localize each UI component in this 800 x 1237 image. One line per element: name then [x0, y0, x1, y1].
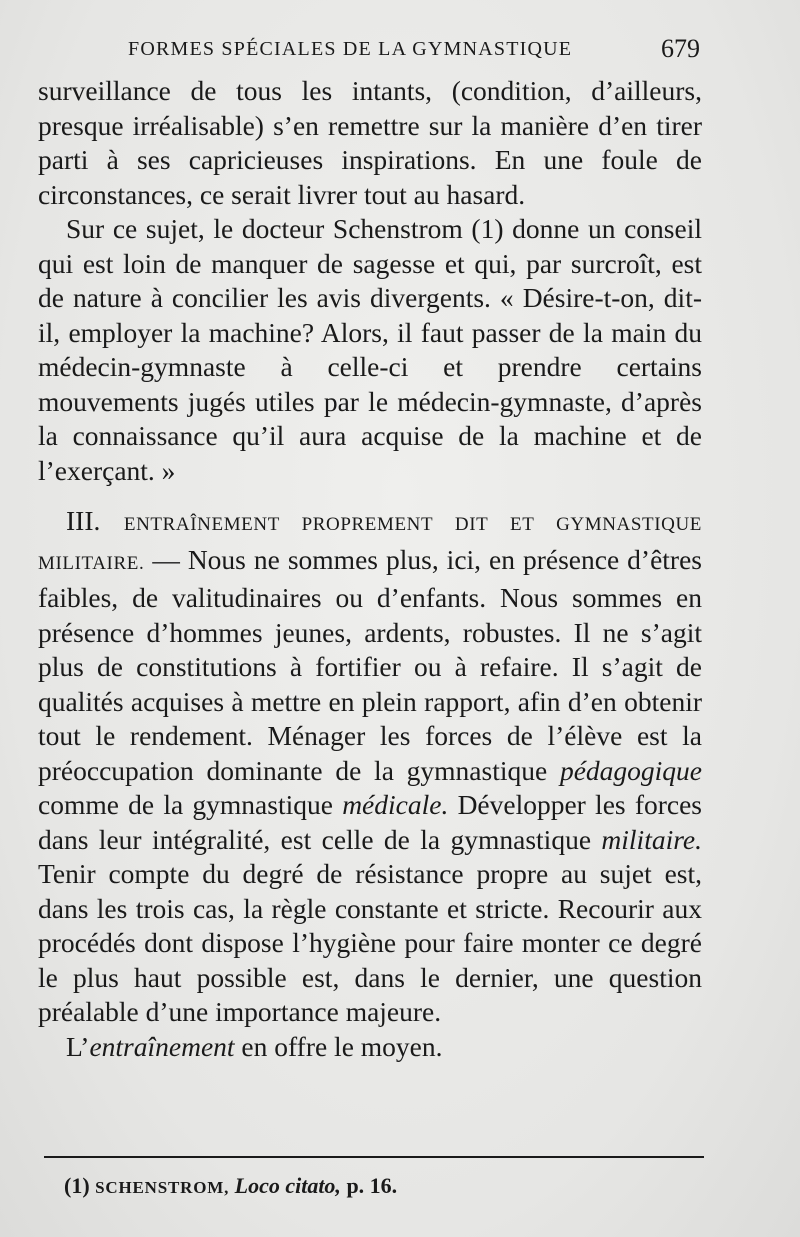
- section-heading: ENTRAÎNEMENT PROPREMENT DIT ET GYMNASTIQUE MILITAIRE.: [38, 514, 703, 574]
- footnote: [64, 1173, 397, 1199]
- emphasis-medicale: médicale.: [342, 789, 449, 820]
- footnote-marker: (1): [64, 1173, 90, 1198]
- running-title: FORMES SPÉCIALES DE LA GYMNASTIQUE: [128, 38, 573, 60]
- paragraph-3-text-3: Développer les forces dans leur intégralité, est celle de la gymnastique: [38, 789, 703, 855]
- paragraph-3: [38, 504, 702, 1030]
- section-number: III.: [66, 505, 101, 536]
- page-number: 679: [661, 34, 700, 63]
- footnote-author: SCHENSTROM,: [95, 1178, 230, 1197]
- footnote-divider: [44, 1156, 704, 1158]
- paragraph-4: [38, 1030, 702, 1065]
- body-text: [38, 74, 702, 1064]
- paragraph-4-text-1: L’: [66, 1030, 90, 1062]
- paragraph-4-text-2: en offre le moyen.: [241, 1030, 443, 1062]
- paragraph-3-text-1: — Nous ne sommes plus, ici, en présence d’êtres faibles, de valitudinaires ou d’enfants. Nous sommes en présence d’hommes jeunes, ardents, robustes. Il ne s’agit plus de constitutions à fortifier ou à refaire. Il s’agit de qualités acquises à mettre en plein rapport, afin d’en obtenir tout le rendement. Ménager les forces de l’élève est la préoccupation dominante de la gymnastique: [38, 543, 702, 786]
- paragraph-2: Sur ce sujet, le docteur Schenstrom (1) donne un conseil qui est loin de manquer de sagesse et qui, par surcroît, est de nature à concilier les avis divergents. « Désire-t-on, dit-il, employer la machine? Alors, il faut passer de la main du médecin-gymnaste à celle-ci et prendre certains mouvements jugés utiles par le médecin-gymnaste, d’après la connaissance qu’il aura acquise de la machine et de l’exerçant. »: [38, 213, 702, 486]
- page-header: [38, 34, 700, 64]
- paragraph-3-text-4: Tenir compte du degré de résistance propre au sujet est, dans les trois cas, la règle constante et stricte. Recourir aux procédés dont dispose l’hygiène pour faire monter ce degré le plus haut possible est, dans le dernier, une question préalable d’une importance majeure.: [38, 858, 702, 1027]
- emphasis-entrainement: entraînement: [89, 1030, 235, 1062]
- emphasis-pedagogique: pédagogique: [559, 754, 702, 786]
- footnote-page: p. 16.: [346, 1173, 398, 1198]
- paragraph-1: surveillance de tous les intants, (condition, d’ailleurs, presque irréalisable) s’en remettre sur la manière d’en tirer parti à ses capricieuses inspirations. En une foule de circonstances, ce serait livrer tout au hasard.: [38, 75, 702, 210]
- paragraph-3-text-2: comme de la gymnastique: [38, 789, 333, 820]
- emphasis-militaire: militaire.: [601, 823, 702, 855]
- footnote-work: Loco citato,: [234, 1173, 341, 1198]
